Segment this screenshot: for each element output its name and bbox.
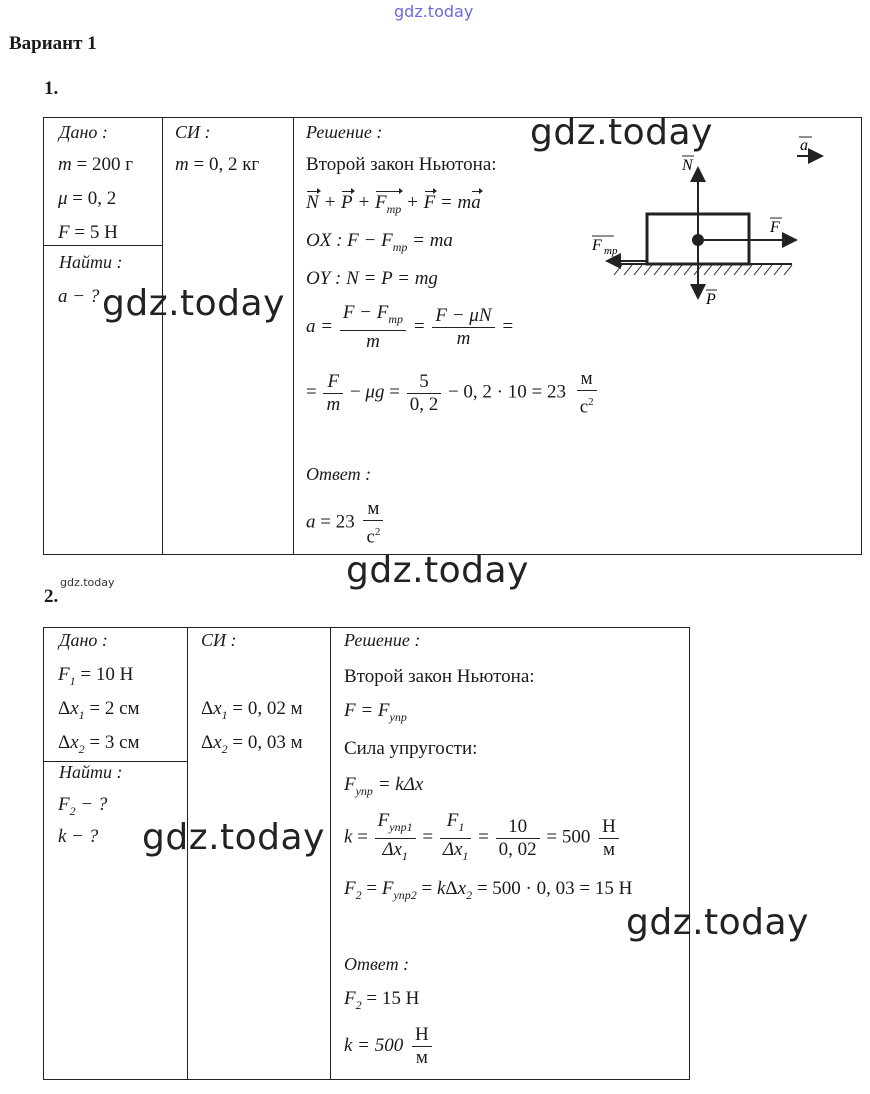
newton-law: Второй закон Ньютона: <box>344 666 535 687</box>
si-mass: m = 0, 2 кг <box>175 154 260 175</box>
find-k: k − ? <box>58 826 99 847</box>
watermark-small: gdz.today <box>60 576 115 589</box>
svg-text:P: P <box>706 291 716 308</box>
watermark: gdz.today <box>626 902 809 943</box>
find-label: Найти : <box>59 252 123 272</box>
solution-label: Решение : <box>344 630 421 650</box>
watermark-top: gdz.today <box>394 2 474 21</box>
answer-k: k = 500 $\frac{Н}{м}$ <box>344 1024 434 1069</box>
svg-text:N: N <box>682 157 693 174</box>
find-label: Найти : <box>59 762 123 782</box>
oy-equation: OY : N = P = mg <box>306 268 438 289</box>
f2-calculation: $F_2 = F_{упр2} = k\Delta x_2 = 500 \cdot 0$, 03 = 15 Н <box>344 878 633 902</box>
given-friction: μ = 0, 2 <box>58 188 117 209</box>
given-force: F = 5 Н <box>58 222 118 243</box>
si-dx1: $\Delta x_1 = 0$, 02 м <box>201 698 303 722</box>
svg-text:a: a <box>800 137 808 154</box>
watermark: gdz.today <box>102 283 285 324</box>
problem2-table <box>43 627 690 1080</box>
svg-text:F: F <box>592 237 602 254</box>
given-force: $F_1 = 10$ Н <box>58 664 134 688</box>
problem1-table <box>43 117 862 555</box>
vector-equation: $N + P + F_{тр} + F$ = ma <box>306 192 481 216</box>
given-dx2: $\Delta x_2 = 3$ см <box>58 732 140 756</box>
find-f2: $F_2$ − ? <box>58 794 108 818</box>
hooke-law: $F_{упр} = k\Delta x$ <box>344 774 424 798</box>
find-value: a − ? <box>58 286 100 307</box>
elastic-force-title: Сила упругости: <box>344 738 478 759</box>
svg-text:F: F <box>770 219 780 236</box>
k-calculation: k = $\frac{F_{упр1}}{\Delta x_1}$ = $\frac{F_1}{\Delta x_1}$ = $\frac{10}{0, 02}$ = 500 $\frac{Н}{м}$ <box>344 810 621 867</box>
solution-label: Решение : <box>306 122 383 142</box>
ox-equation: OX : $F - F_{тр}$ = ma <box>306 230 453 254</box>
answer-label: Ответ : <box>344 954 410 974</box>
force-equation: $F = F_{упр}$ <box>344 700 407 724</box>
si-label: СИ : <box>201 630 237 650</box>
force-diagram <box>582 128 832 313</box>
answer-label: Ответ : <box>306 464 372 484</box>
given-dx1: $\Delta x_1 = 2$ см <box>58 698 140 722</box>
given-mass: m = 200 г <box>58 154 133 175</box>
given-label: Дано : <box>59 122 108 142</box>
watermark: gdz.today <box>142 817 325 858</box>
svg-text:тр: тр <box>604 245 618 257</box>
si-label: СИ : <box>175 122 211 142</box>
page-title: Вариант 1 <box>9 33 97 54</box>
accel-equation: a = $\frac{F - F_{тр}}{m}$ = $\frac{F - \mu N}{m}$ = <box>306 302 515 352</box>
watermark: gdz.today <box>530 112 713 153</box>
answer-f2: $F_2 = 15$ Н <box>344 988 420 1012</box>
accel-calculation: = $\frac{F}{m}$ − μg = $\frac{5}{0, 2}$ − 0, 2 · 10 = 23 $\frac{м}{с^2}$ <box>306 368 599 418</box>
si-dx2: $\Delta x_2 = 0$, 03 м <box>201 732 303 756</box>
watermark: gdz.today <box>346 550 529 591</box>
given-label: Дано : <box>59 630 108 650</box>
answer-value: a = 23 $\frac{м}{с^2}$ <box>306 498 385 548</box>
newton-law: Второй закон Ньютона: <box>306 154 497 175</box>
problem-number: 1. <box>44 78 59 99</box>
problem-number: 2. <box>44 586 59 607</box>
